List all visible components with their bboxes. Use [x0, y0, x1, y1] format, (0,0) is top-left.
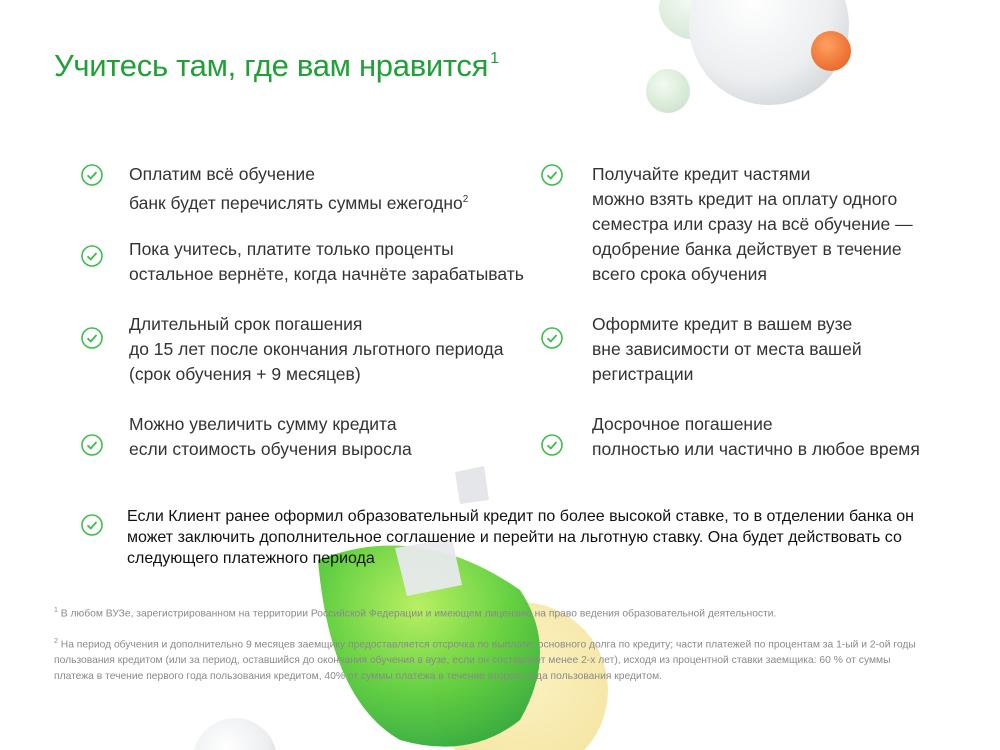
feature-item — [592, 312, 862, 387]
feature-heading: Получайте кредит частями — [592, 164, 811, 184]
check-circle-icon — [81, 327, 103, 349]
feature-item — [592, 162, 913, 287]
feature-description: регистрации — [592, 364, 694, 384]
feature-heading: Можно увеличить сумму кредита — [129, 414, 397, 434]
check-circle-icon — [541, 327, 563, 349]
feature-item — [592, 412, 920, 462]
deco-sphere-orange — [811, 31, 851, 71]
feature-description: одобрение банка действует в течение — [592, 239, 902, 259]
check-circle-icon — [81, 514, 103, 536]
feature-description: банк будет перечислять суммы ежегодно — [129, 192, 463, 213]
feature-heading: Досрочное погашение — [592, 414, 773, 434]
deco-sphere-mint-small — [646, 69, 690, 113]
feature-description: если стоимость обучения выросла — [129, 439, 412, 459]
check-circle-icon — [541, 164, 563, 186]
feature-description: вне зависимости от места вашей — [592, 339, 862, 359]
feature-heading: Оформите кредит в вашем вузе — [592, 314, 853, 334]
feature-description: семестра или сразу на всё обучение — — [592, 214, 913, 234]
check-circle-icon — [81, 245, 103, 267]
feature-description: можно взять кредит на оплату одного — [592, 189, 898, 209]
check-circle-icon — [541, 434, 563, 456]
footnote-2: $^2$ На период обучения и дополнительно 9 месяцев заемщику предоставляется отсрочка по выплате: основного долга по кредиту; части платежей по процентам за 1-ый и 2-ой годы пользования кредитом (или за период, оставшийся до окончания обучения в вузе, если он составляет менее 2-х лет), исходя из процентной ставки заемщика: 60 % от суммы платежа в течение первого года пользования кредитом, 40% от суммы платежа в течение второго года пользования кредитом. — [54, 638, 916, 683]
feature-description: полностью или частично в любое время — [592, 439, 920, 459]
page-title: Учитесь там, где вам нравится $^1$ — [54, 48, 499, 83]
feature-heading: Оплатим всё обучение — [129, 164, 315, 184]
feature-item — [129, 237, 524, 287]
footnote-1: $^1$ В любом ВУЗе, зарегистрированном на территории Российской Федерации и имеющем лицензию на право ведения образовательной деятельности. — [54, 607, 777, 620]
deco-sphere-white-bottom — [193, 718, 277, 750]
feature-description: всего срока обучения — [592, 264, 767, 284]
feature-description: до 15 лет после окончания льготного периода — [129, 339, 504, 359]
feature-item — [129, 412, 412, 462]
feature-description: остальное вернёте, когда начнёте зарабатывать — [129, 264, 524, 284]
feature-description: (срок обучения + 9 месяцев) — [129, 364, 361, 384]
feature-heading: Длительный срок погашения — [129, 314, 363, 334]
feature-item — [129, 162, 468, 216]
check-circle-icon — [81, 164, 103, 186]
deco-cube-small — [455, 466, 489, 504]
feature-heading: Пока учитесь, платите только проценты — [129, 239, 454, 259]
refinance-note: Если Клиент ранее оформил образовательный кредит по более высокой ставке, то в отделении банка он может заключить дополнительное соглашение и перейти на льготную ставку. Она будет действовать со следующего платежного периода — [127, 508, 914, 567]
footnote-ref: 2 — [462, 194, 469, 205]
check-circle-icon — [81, 434, 103, 456]
feature-item — [129, 312, 503, 387]
